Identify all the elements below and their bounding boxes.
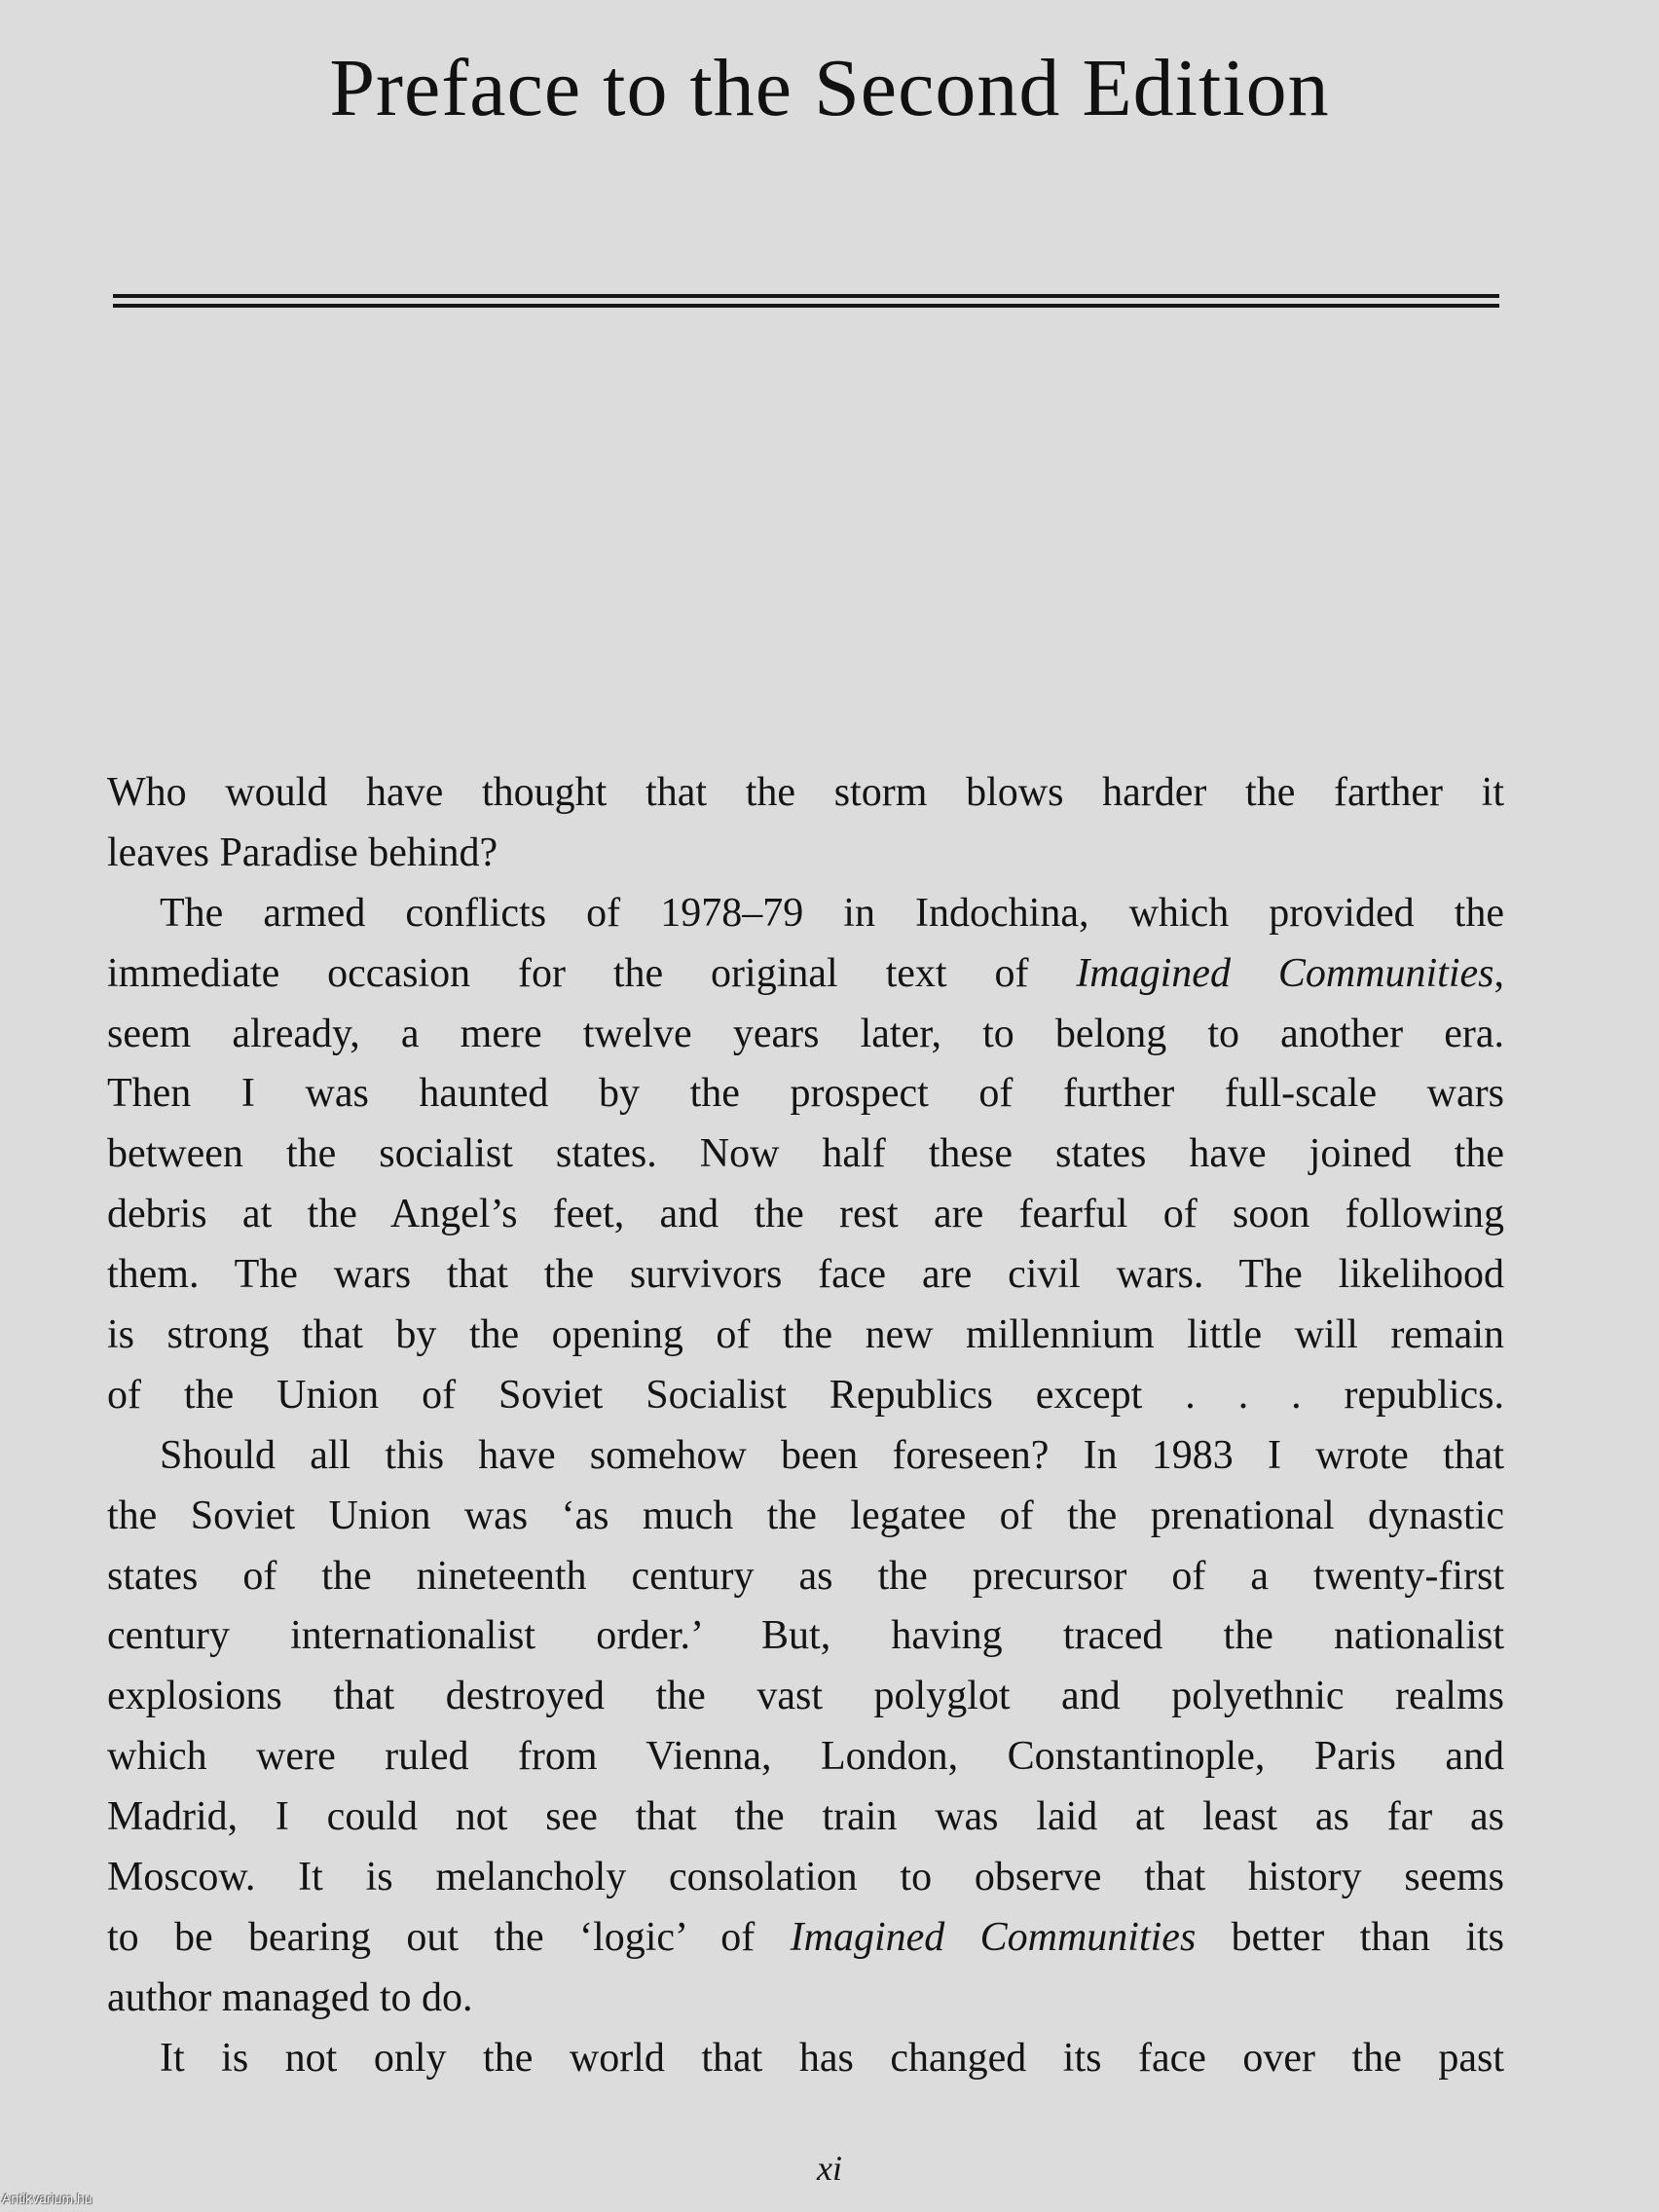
text-segment: states of the nineteenth century as the precursor of a twenty-first: [107, 1553, 1504, 1599]
text-segment: the Soviet Union was ‘as much the legatee of the prenational dynastic: [107, 1493, 1504, 1538]
text-segment: author managed to do.: [107, 1974, 473, 2020]
text-segment: explosions that destroyed the vast polyglot and polyethnic realms: [107, 1674, 1504, 1719]
text-segment: Then I was haunted by the prospect of further full-scale wars: [107, 1071, 1504, 1117]
text-line: [107, 1005, 1504, 1065]
text-segment: between the socialist states. Now half these states have joined the: [107, 1131, 1504, 1177]
text-line: [107, 1908, 1504, 1969]
page-title: Preface to the Second Edition: [329, 43, 1330, 133]
text-line: [107, 1124, 1504, 1185]
text-segment: is strong that by the opening of the new millennium little will remain: [107, 1312, 1504, 1358]
text-segment: which were ruled from Vienna, London, Constantinople, Paris and: [107, 1734, 1504, 1780]
text-segment: to be bearing out the ‘logic’ of: [107, 1914, 791, 1960]
text-line: [107, 1606, 1504, 1667]
italic-title-text: Imagined Communities: [1076, 950, 1494, 996]
text-segment: century internationalist order.’ But, having traced the nationalist: [107, 1613, 1504, 1659]
text-segment: debris at the Angel’s feet, and the rest are fearful of soon following: [107, 1192, 1504, 1237]
text-segment: Moscow. It is melancholy consolation to observe that history seems: [107, 1855, 1504, 1900]
title-rule-top: [113, 294, 1499, 298]
title-rule-bottom: [113, 304, 1499, 308]
text-line: [107, 763, 1504, 824]
text-line: [107, 1064, 1504, 1124]
text-line: [107, 1185, 1504, 1245]
text-segment: The armed conflicts of 1978–79 in Indochina, which provided the: [160, 890, 1504, 936]
text-segment: of the Union of Soviet Socialist Republics except . . . republics.: [107, 1372, 1504, 1418]
text-line: [107, 1667, 1504, 1727]
body-text: [107, 763, 1504, 2089]
text-line: [107, 1547, 1504, 1607]
text-segment: leaves Paradise behind?: [107, 830, 498, 875]
italic-title-text: Imagined Communities: [790, 1914, 1197, 1960]
text-line: [107, 1727, 1504, 1788]
text-line: [107, 2029, 1504, 2089]
text-segment: ,: [1493, 950, 1504, 996]
text-line: [107, 1848, 1504, 1908]
text-line: [107, 1426, 1504, 1487]
text-line: [107, 1245, 1504, 1306]
text-segment: better than its: [1196, 1914, 1504, 1960]
text-segment: seem already, a mere twelve years later, to belong to another era.: [107, 1011, 1504, 1056]
page-number: xi: [817, 2149, 842, 2188]
text-line: [107, 1969, 1504, 2029]
text-segment: immediate occasion for the original text of: [107, 950, 1077, 996]
text-line: [107, 1306, 1504, 1366]
text-segment: It is not only the world that has changed its face over the past: [160, 2035, 1504, 2081]
text-segment: Who would have thought that the storm blows harder the farther it: [107, 770, 1504, 815]
text-segment: them. The wars that the survivors face are civil wars. The likelihood: [107, 1252, 1504, 1298]
text-line: [107, 944, 1504, 1005]
watermark: Antikvarium.hu: [2, 2191, 92, 2206]
text-line: [107, 1487, 1504, 1547]
text-line: [107, 1366, 1504, 1426]
text-line: [107, 824, 1504, 884]
text-segment: Should all this have somehow been foreseen? In 1983 I wrote that: [160, 1432, 1504, 1478]
text-line: [107, 1788, 1504, 1848]
text-segment: Madrid, I could not see that the train was laid at least as far as: [107, 1794, 1504, 1840]
text-line: [107, 884, 1504, 944]
